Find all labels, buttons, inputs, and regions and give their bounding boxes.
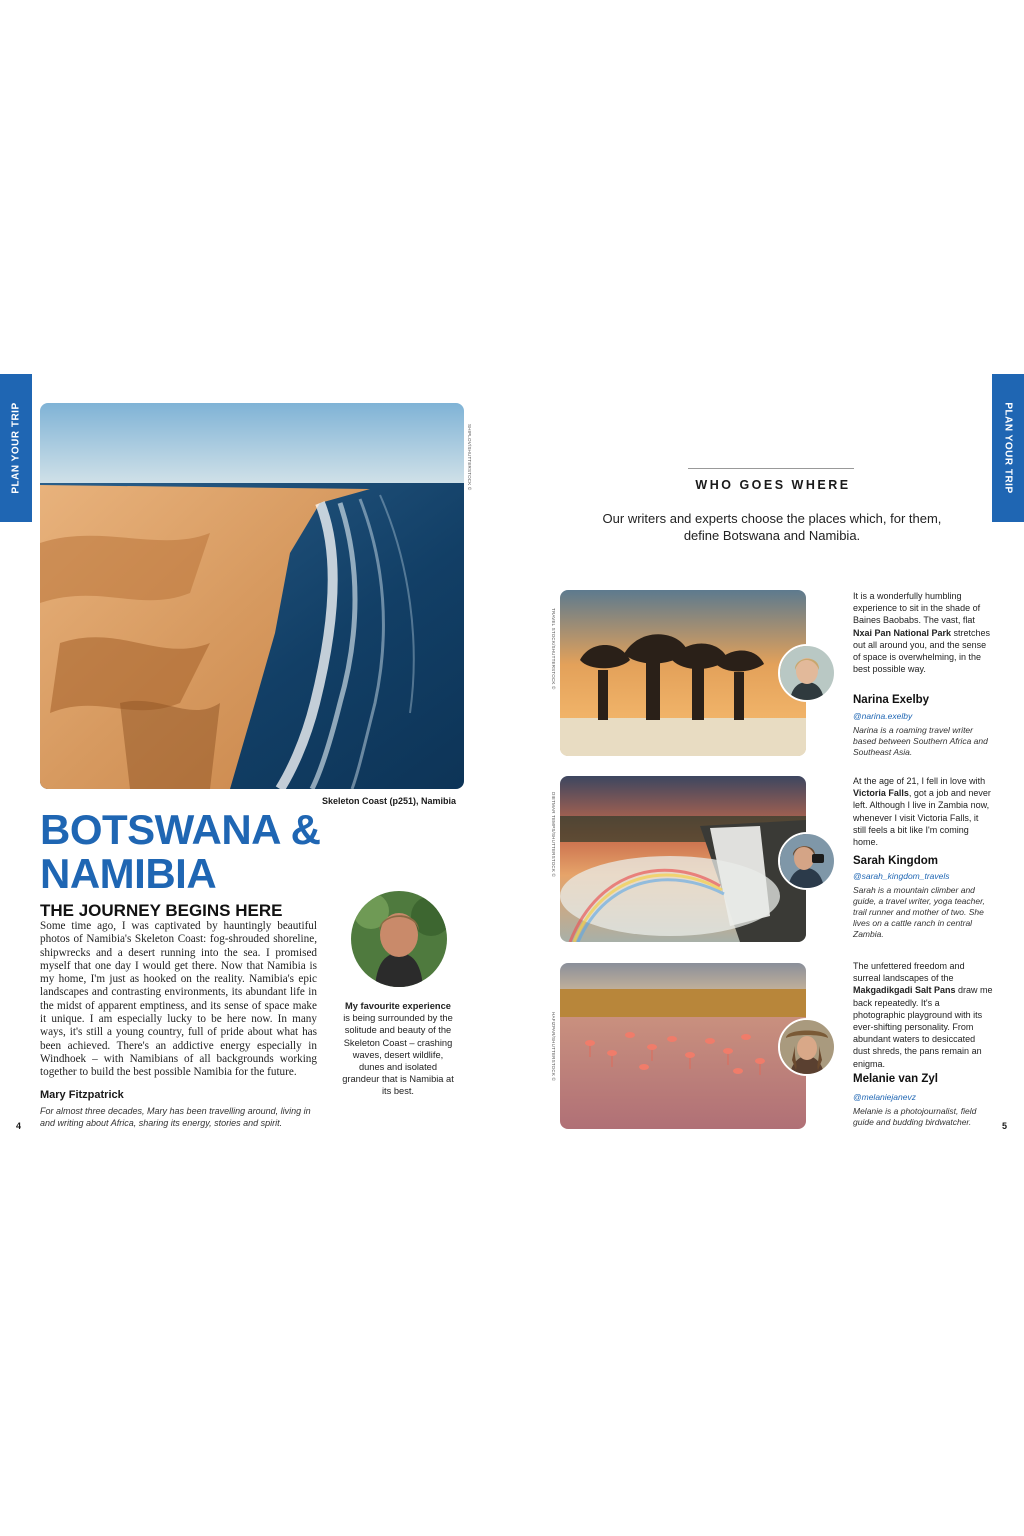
photo-caption: Skeleton Coast (p251), Namibia bbox=[321, 796, 456, 806]
favourite-experience bbox=[342, 1000, 454, 1098]
subtitle: THE JOURNEY BEGINS HERE bbox=[40, 901, 283, 920]
photo-credit: SHIPLOV/SHUTTERSTOCK © bbox=[467, 424, 472, 491]
title-line-2: NAMIBIA bbox=[40, 850, 217, 897]
entry-quote-1 bbox=[853, 590, 993, 675]
sarah-kingdom-portrait bbox=[778, 832, 836, 890]
quote-text: At the age of 21, I fell in love with bbox=[853, 776, 986, 786]
entry-quote-3 bbox=[853, 960, 993, 1070]
entry-quote-2 bbox=[853, 775, 993, 848]
quote-text: draw me back repeatedly. It's a photographic playground with its ever-shifting personality. From abundant waters to desiccated dust shreds, the pans remain an enigma. bbox=[853, 985, 993, 1069]
contributor-handle[interactable]: @narina.exelby bbox=[853, 711, 913, 721]
skeleton-coast-photo bbox=[40, 403, 464, 789]
contributor-name: Sarah Kingdom bbox=[853, 855, 938, 867]
narina-exelby-portrait bbox=[778, 644, 836, 702]
quote-text: It is a wonderfully humbling experience to sit in the shade of Baines Baobabs. The vast, flat bbox=[853, 591, 981, 626]
contributor-handle[interactable]: @sarah_kingdom_travels bbox=[853, 871, 950, 881]
contributor-bio: Narina is a roaming travel writer based between Southern Africa and Southeast Asia. bbox=[853, 725, 988, 757]
page-number-right: 5 bbox=[1002, 1121, 1008, 1131]
side-tab-label: PLAN YOUR TRIP bbox=[10, 402, 22, 494]
author-bio: For almost three decades, Mary has been travelling around, living in and writing about Africa, sharing its energy, stories and spirit. bbox=[40, 1106, 311, 1128]
victoria-falls-photo bbox=[560, 776, 806, 942]
title-line-1: BOTSWANA & bbox=[40, 806, 321, 853]
intro-body-text: Some time ago, I was captivated by hauntingly beautiful photos of Namibia's Skeleton Coast: fog-shrouded shoreline, shipwrecks and a desert running into the sea. I promised myself that one day I would get there. Now that Namibia is my home, I'm just as hooked on the reality. Namibia's epic landscapes and contrasting environments, its abundant life in the midst of apparent emptiness, and its sense of space make it unique. I am especially lucky to be here now. In many ways, it's still a young country, full of pride about what has been achieved. There's an addictive energy especially in Windhoek – with Namibians of all backgrounds working together to build the best possible Namibia for the future. bbox=[40, 920, 317, 1079]
baines-baobabs-photo bbox=[560, 590, 806, 756]
melanie-van-zyl-portrait bbox=[778, 1018, 836, 1076]
contributor-bio: Sarah is a mountain climber and guide, a travel writer, yoga teacher, trail runner and mother of two. She lives on a cattle ranch in central Zambia. bbox=[853, 885, 985, 939]
author-name: Mary Fitzpatrick bbox=[40, 1089, 124, 1101]
page-number-left: 4 bbox=[16, 1121, 22, 1131]
quote-text: The unfettered freedom and surreal landscapes of the bbox=[853, 961, 965, 984]
plan-your-trip-tab-left bbox=[0, 374, 32, 522]
contributor-handle[interactable]: @melaniejanevz bbox=[853, 1092, 916, 1102]
side-tab-label: PLAN YOUR TRIP bbox=[1002, 402, 1014, 494]
quote-text: stretches out all around you, and the sense of space is overwhelming, in the best possible way. bbox=[853, 627, 991, 675]
author-portrait bbox=[349, 889, 449, 989]
quote-place: Nxai Pan National Park bbox=[853, 627, 952, 638]
photo-credit: DIETMAR TEMPS/SHUTTERSTOCK © bbox=[551, 792, 556, 878]
favourite-text: is being surrounded by the solitude and beauty of the Skeleton Coast – crashing waves, desert wildlife, dunes and isolated grandeur that is Namibia at its best. bbox=[342, 1013, 454, 1097]
section-title: WHO GOES WHERE bbox=[695, 478, 851, 492]
quote-text: , got a job and never left. Although I live in Zambia now, whenever I visit Victoria Falls, it still feels a bit like I'm coming home. bbox=[853, 788, 991, 848]
photo-credit: TRAVEL STOCK/SHUTTERSTOCK © bbox=[551, 608, 556, 690]
favourite-bold: My favourite experience bbox=[345, 1001, 451, 1011]
contributor-bio: Melanie is a photojournalist, field guide and budding birdwatcher. bbox=[853, 1106, 977, 1127]
contributor-name: Melanie van Zyl bbox=[853, 1073, 939, 1085]
quote-place: Makgadikgadi Salt Pans bbox=[853, 985, 956, 996]
quote-place: Victoria Falls bbox=[853, 788, 909, 799]
photo-credit: HAFIZPAR/SHUTTERSTOCK © bbox=[551, 1012, 556, 1082]
plan-your-trip-tab-right bbox=[992, 374, 1024, 522]
section-intro: Our writers and experts choose the places which, for them, define Botswana and Namibia. bbox=[602, 511, 942, 543]
page-title bbox=[40, 808, 370, 896]
section-divider bbox=[688, 468, 854, 469]
contributor-name: Narina Exelby bbox=[853, 694, 930, 706]
flamingo-salt-pans-photo bbox=[560, 963, 806, 1129]
